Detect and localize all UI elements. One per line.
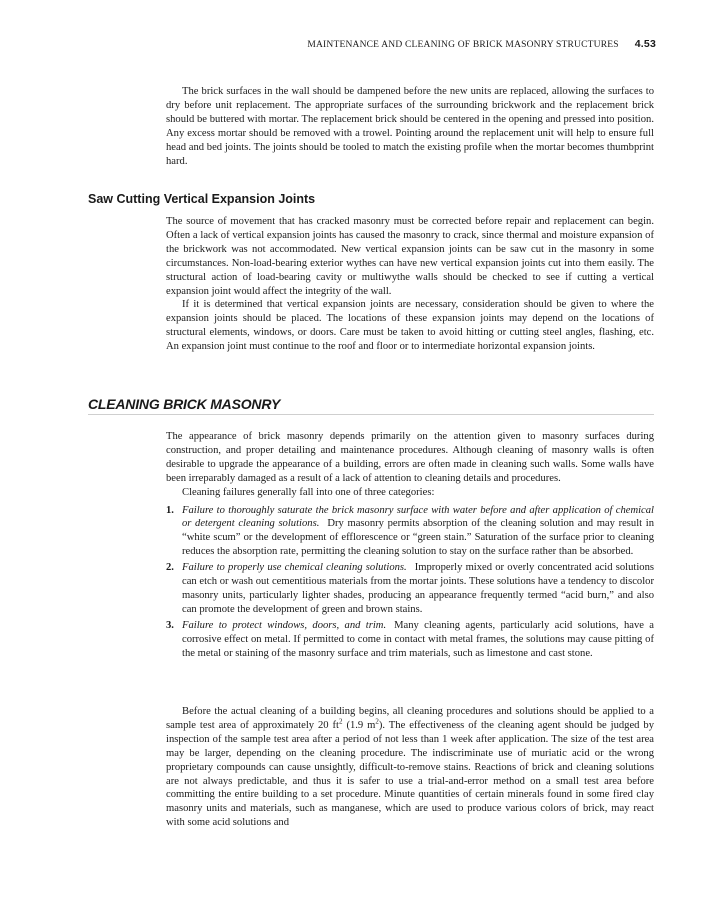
- running-title: MAINTENANCE AND CLEANING OF BRICK MASONRY STRUCTURES: [307, 40, 619, 50]
- list-number: 1.: [166, 504, 174, 516]
- list-item-body: Many cleaning agents, particularly acid solutions, have a corrosive effect on metal. If permitted to come in contact with metal frames, the solutions may cause pitting of the metal or staining of the masonry surface and trim materials, such as limestone and cast stone.: [182, 619, 654, 659]
- closing-block: [166, 705, 654, 830]
- saw-cutting-paragraph-1: The source of movement that has cracked masonry must be corrected before repair and replacement can begin. Often a lack of vertical expansion joints has caused the masonry to crack, since thermal and moisture expansion of the brickwork was not accommodated. New vertical expansion joints can be saw cut in the masonry in some circumstances. Non-load-bearing exterior wythes can have new vertical expansion joints cut into them easily. The structural action of load-bearing cavity or multiwythe walls should be checked to see if cutting a vertical expansion joint would affect the integrity of the wall.: [166, 216, 654, 297]
- superscript: 2: [375, 717, 379, 726]
- list-number: 3.: [166, 619, 174, 631]
- list-number: 2.: [166, 562, 174, 574]
- closing-text-1: Before the actual cleaning of a building begins, all cleaning procedures and solutions should be applied to a sample test area of approximately 20 ft: [166, 706, 654, 731]
- list-text: [182, 619, 654, 661]
- list-item: [166, 561, 654, 617]
- list-text: [182, 561, 654, 617]
- closing-text-3: ). The effectiveness of the cleaning agent should be judged by inspection of the sample test area after a period of not less than 1 week after application. The size of the test area may be larger, depending on the cleaning procedure. The indiscriminate use of muriatic acid or the wrong proprietary compounds can cause unsightly, difficult-to-remove stains. Reactions of brick and cleaning solutions are not always predictable, and thus it is safer to use a trial-and-error method on a small test area before committing the entire building to a set procedure. Minute quantities of certain minerals found in some fired clay masonry units and materials, such as manganese, which are used to produce various colors of brick, may react with some acid solutions and: [166, 719, 655, 829]
- closing-paragraph: [166, 705, 654, 830]
- closing-text-2: (1.9 m: [342, 719, 376, 731]
- intro-block: [166, 85, 654, 168]
- cleaning-paragraph-1: The appearance of brick masonry depends primarily on the attention given to masonry surfaces during construction, and proper detailing and maintenance procedures. Although cleaning of masonry walls is often desirable to upgrade the appearance of a building, errors are often made in cleaning such walls. Some walls have been irreparably damaged as a result of a lack of attention to cleaning details and procedures.: [166, 431, 654, 484]
- list-item-title: Failure to thoroughly saturate the brick masonry surface with water before and after application of chemical or detergent cleaning solutions.: [182, 504, 654, 530]
- list-item-title: Failure to protect windows, doors, and trim.: [182, 619, 387, 631]
- list-item: [166, 504, 654, 560]
- section-heading-saw-cutting: Saw Cutting Vertical Expansion Joints: [88, 192, 316, 206]
- saw-cutting-block: [166, 215, 654, 354]
- failure-categories-list: [166, 504, 654, 661]
- list-item-body: Dry masonry permits absorption of the cleaning solution and may result in “white scum” or the development of efflorescence or “green stain.” Saturation of the surface prior to cleaning reduces the absorption rate, permitting the cleaning solution to stay on the surface rather than be absorbed.: [182, 518, 654, 558]
- list-item-body: Improperly mixed or overly concentrated acid solutions can etch or wash out cementitious materials from the mortar joints. These solutions have a tendency to discolor masonry units, particularly lighter shades, producing an appearance frequently termed “acid burn,” and also can promote the development of green and brown stains.: [182, 562, 654, 615]
- page-number: 4.53: [634, 38, 656, 50]
- list-item-title: Failure to properly use chemical cleaning solutions.: [182, 562, 407, 574]
- cleaning-block: [166, 430, 654, 663]
- heading-rule: [88, 414, 654, 415]
- list-item: [166, 619, 654, 661]
- running-header: [307, 38, 656, 50]
- superscript: 2: [339, 717, 343, 726]
- section-heading-cleaning: CLEANING BRICK MASONRY: [88, 396, 281, 412]
- intro-paragraph: The brick surfaces in the wall should be dampened before the new units are replaced, allowing the surfaces to dry before unit replacement. The appropriate surfaces of the surrounding brickwork and the replacement brick should be buttered with mortar. The replacement brick should be centered in the opening and pressed into position. Any excess mortar should be removed with a trowel. Pointing around the replacement unit will help to ensure full head and bed joints. The joints should be tooled to match the existing profile when the mortar becomes thumbprint hard.: [166, 86, 654, 167]
- saw-cutting-paragraph-2: If it is determined that vertical expansion joints are necessary, consideration should be given to where the expansion joints should be placed. The locations of these expansion joints may depend on the locations of structural elements, windows, or doors. Care must be taken to avoid hitting or cutting steel angles, flashing, etc. An expansion joint must continue to the roof and floor or to intermediate horizontal expansion joints.: [166, 299, 654, 353]
- cleaning-paragraph-2: Cleaning failures generally fall into one of three categories:: [182, 486, 435, 498]
- list-text: [182, 504, 654, 560]
